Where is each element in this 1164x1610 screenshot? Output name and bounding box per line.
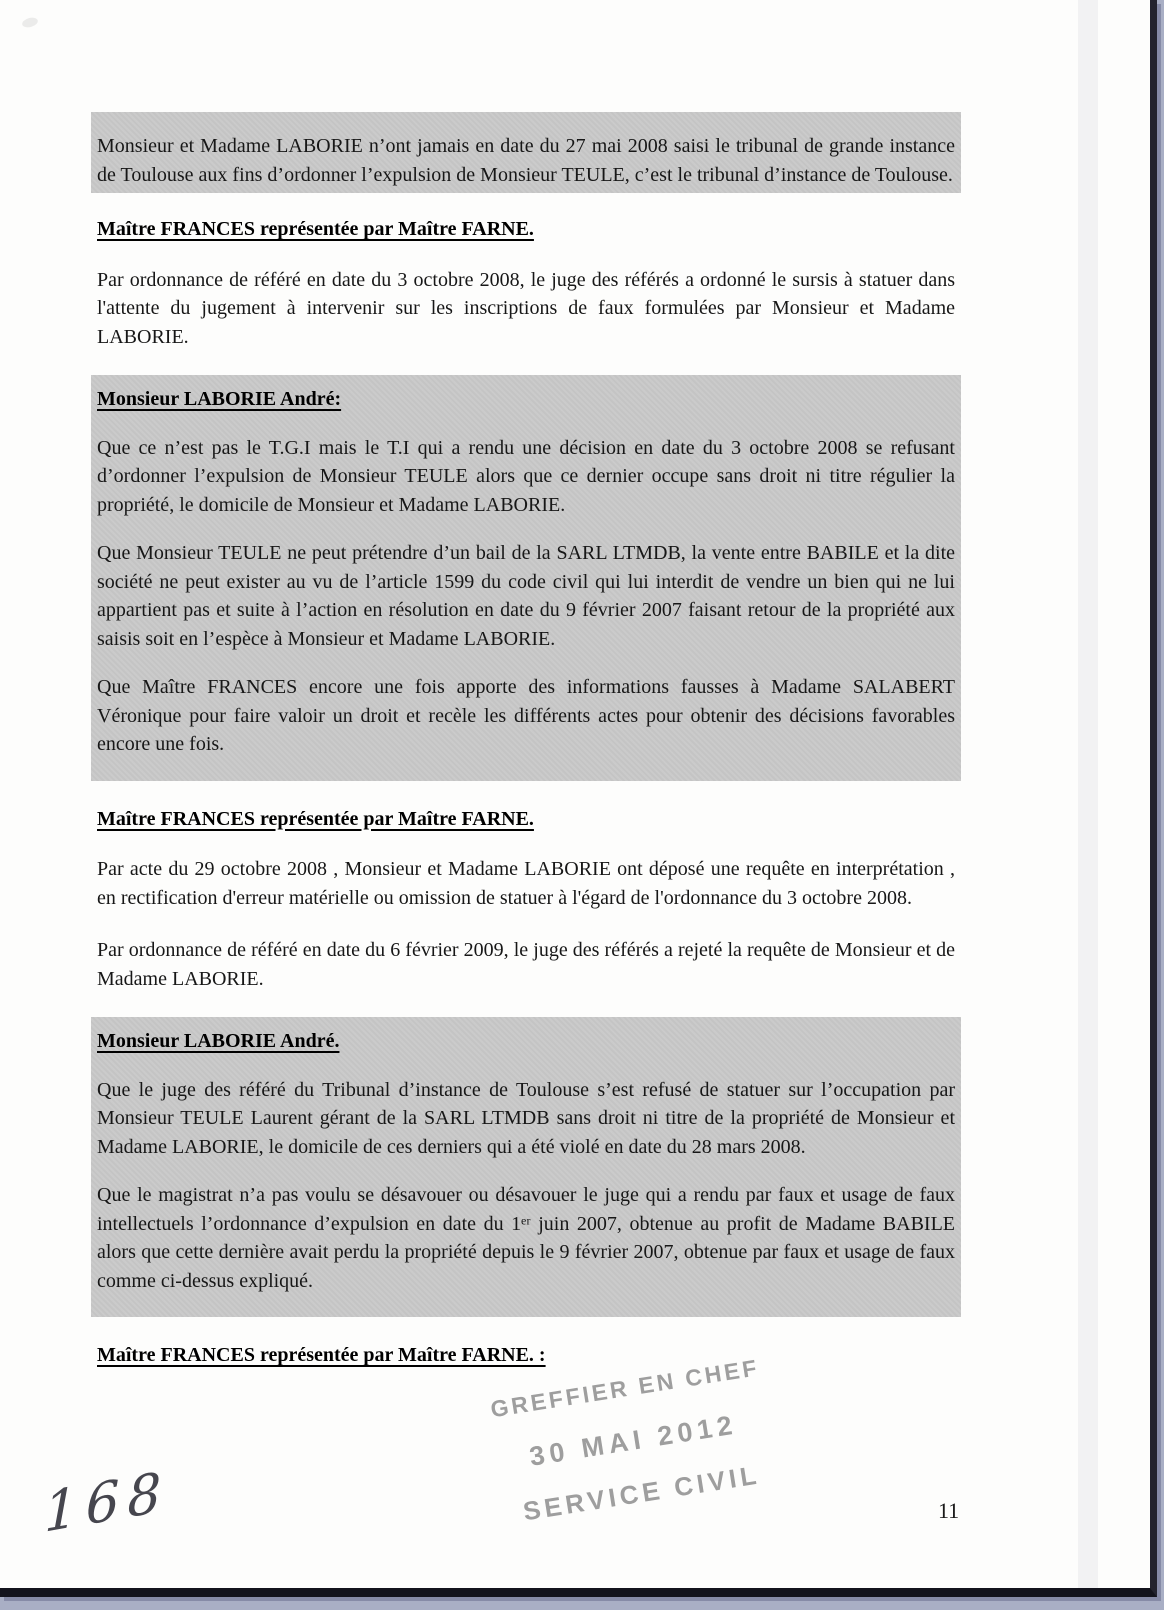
laborie-block-2: [91, 1017, 961, 1317]
paragraph-acte-29-octobre: Par acte du 29 octobre 2008 , Monsieur et Madame LABORIE ont déposé une requête en interprétation , en rectification d'erreur matérielle ou omission de statuer à l'égard de l'ordonnance du 3 octobre 2008.: [97, 858, 955, 909]
page-content: [97, 112, 955, 1392]
heading-maitre-frances-3: Maître FRANCES représentée par Maître FARNE. :: [97, 1344, 546, 1366]
laborie-block-1: [91, 375, 961, 781]
page-number: 11: [938, 1498, 960, 1523]
heading-monsieur-laborie-2: Monsieur LABORIE André.: [97, 1030, 340, 1052]
paragraph-ordonnance-6-fevrier: Par ordonnance de référé en date du 6 février 2009, le juge des référés a rejeté la requête de Monsieur et de Madame LABORIE.: [97, 939, 955, 990]
stamp-date-line: 30 MAI 2012: [527, 1409, 740, 1472]
stamp-service-line: SERVICE CIVIL: [520, 1459, 763, 1527]
paragraph-tgi-ti: Que ce n’est pas le T.G.I mais le T.I qui a rendu une décision en date du 3 octobre 2008 se refusant d’ordonner l’expulsion de Monsieur TEULE alors que ce dernier occupe sans droit ni titre régulier la propriété, le domicile de Monsieur et Madame LABORIE.: [97, 436, 955, 516]
handwritten-folio-number: 168: [44, 1458, 170, 1545]
stamp-title-line: GREFFIER EN CHEF: [488, 1354, 762, 1423]
heading-maitre-frances-2: Maître FRANCES représentée par Maître FARNE.: [97, 807, 534, 830]
paragraph-juge-refuse-statuer: Que le juge des référé du Tribunal d’instance de Toulouse s’est refusé de statuer sur l’occupation par Monsieur TEULE Laurent gérant de la SARL LTMDB sans droit ni titre de la propriété de Monsieur et Madame LABORIE, le domicile de ces derniers qui a été violé en date du 28 mars 2008.: [97, 1078, 955, 1158]
intro-paragraph: Monsieur et Madame LABORIE n’ont jamais en date du 27 mai 2008 saisi le tribunal de grande instance de Toulouse aux fins d’ordonner l’expulsion de Monsieur TEULE, c’est le tribunal d’instance de Toulouse.: [91, 112, 961, 193]
scan-artifact-smudge: [21, 16, 39, 29]
scan-artifact-streak: [1078, 0, 1098, 1588]
paragraph-magistrat-desavouer: Que le magistrat n’a pas voulu se désavouer ou désavouer le juge qui a rendu par faux et usage de faux intellectuels l’ordonnance d’expulsion en date du 1ᵉʳ juin 2007, obtenue au profit de Madame BABILE alors que cette dernière avait perdu la propriété depuis le 9 février 2007, obtenue par faux et usage de faux comme ci-dessus expliqué.: [97, 1184, 955, 1292]
heading-monsieur-laborie-1: Monsieur LABORIE André:: [97, 388, 342, 410]
paragraph-informations-fausses: Que Maître FRANCES encore une fois apporte des informations fausses à Madame SALABERT Véronique pour faire valoir un droit et recèle les différents actes pour obtenir des décisions favorables encore une fois.: [97, 676, 955, 755]
paragraph-bail-sarl: Que Monsieur TEULE ne peut prétendre d’un bail de la SARL LTMDB, la vente entre BABILE et la dite société ne peut exister au vu de l’article 1599 du code civil qui lui interdit de vendre un bien qui ne lui appartient pas et suite à l’action en résolution en date du 9 février 2007 faisant retour de la propriété aux saisis soit en l’espèce à Monsieur et Madame LABORIE.: [97, 542, 955, 650]
paragraph-ordonnance-3-octobre: Par ordonnance de référé en date du 3 octobre 2008, le juge des référés a ordonné le sursis à statuer dans l'attente du jugement à intervenir sur les inscriptions de faux formulées par Monsieur et Madame LABORIE.: [97, 268, 955, 348]
heading-maitre-frances-1: Maître FRANCES représentée par Maître FARNE.: [97, 218, 534, 240]
